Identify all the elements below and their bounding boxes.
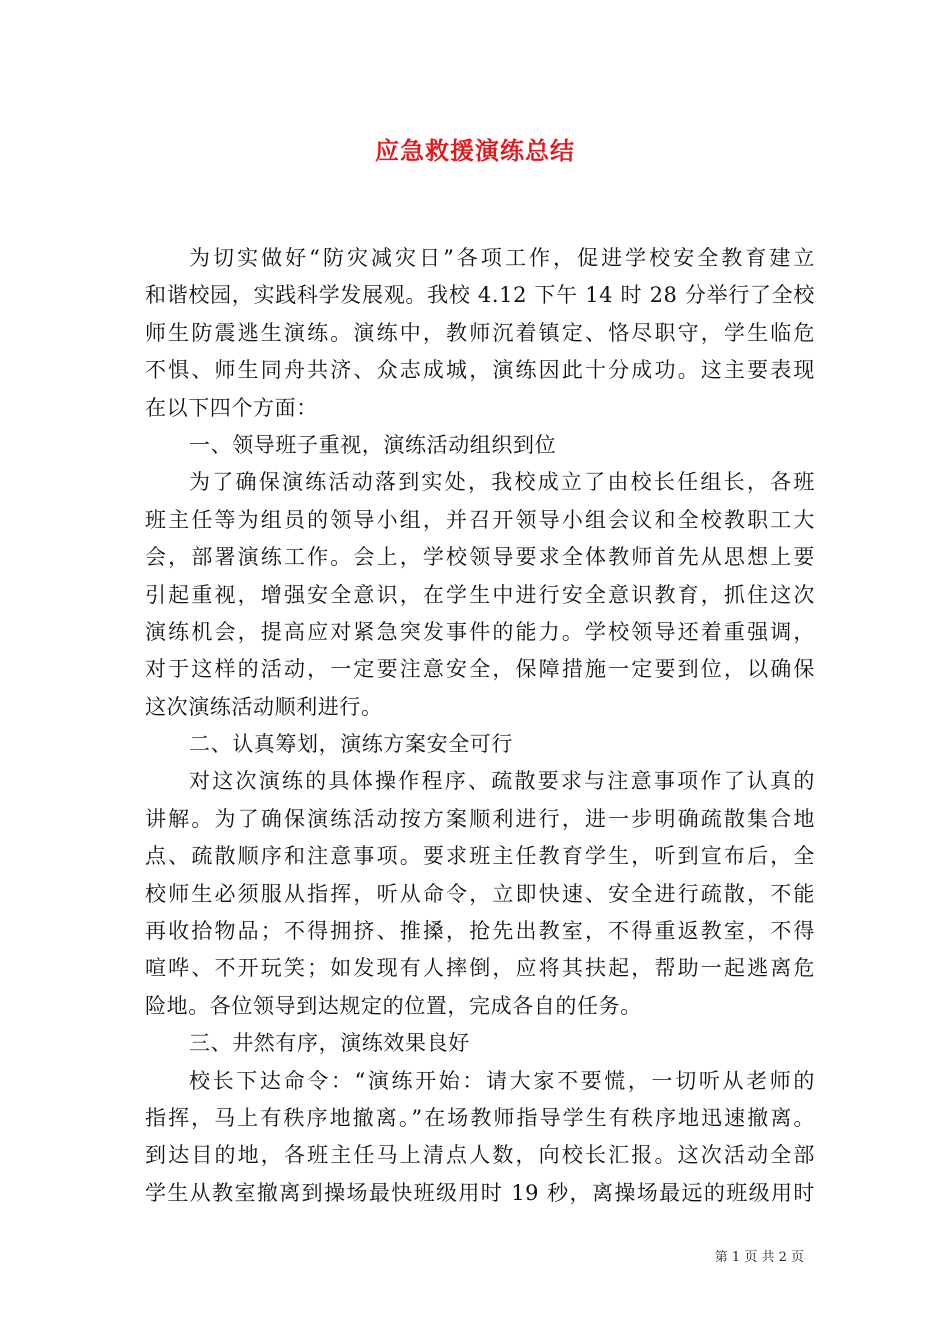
text-line: 在以下四个方面：	[145, 395, 318, 420]
text-line: 班主任等为组员的领导小组，并召开领导小组会议和全校教职工大	[145, 507, 815, 532]
text-line: 会，部署演练工作。会上，学校领导要求全体教师首先从思想上要	[145, 545, 815, 570]
text-line: 三、井然有序，演练效果良好	[189, 1031, 470, 1056]
document-body	[145, 240, 815, 1212]
text-line: 对这次演练的具体操作程序、疏散要求与注意事项作了认真的	[189, 769, 815, 794]
text-line: 师生防震逃生演练。演练中，教师沉着镇定、恪尽职守，学生临危	[145, 320, 815, 345]
text-line: 再收拾物品；不得拥挤、推搡，抢先出教室，不得重返教室，不得	[145, 919, 815, 944]
text-line: 校长下达命令：“演练开始：请大家不要慌，一切听从老师的	[189, 1068, 815, 1093]
text-line: 和谐校园，实践科学发展观。我校 4.12 下午 14 时 28 分举行了全校	[145, 283, 815, 308]
text-line: 不惧、师生同舟共济、众志成城，演练因此十分成功。这主要表现	[145, 358, 815, 383]
text-line: 二、认真筹划，演练方案安全可行	[189, 732, 513, 757]
text-line: 为了确保演练活动落到实处，我校成立了由校长任组长，各班	[189, 470, 815, 495]
text-line: 险地。各位领导到达规定的位置，完成各自的任务。	[145, 993, 642, 1018]
text-line: 点、疏散顺序和注意事项。要求班主任教育学生，听到宣布后，全	[145, 844, 815, 869]
text-line: 校师生必须服从指挥，听从命令，立即快速、安全进行疏散，不能	[145, 881, 815, 906]
text-line: 为切实做好“防灾减灾日”各项工作，促进学校安全教育建立	[189, 246, 815, 270]
page-title: 应急救援演练总结	[375, 136, 575, 165]
text-line: 喧哗、不开玩笑；如发现有人摔倒，应将其扶起，帮助一起逃离危	[145, 956, 815, 981]
text-line: 学生从教室撤离到操场最快班级用时 19 秒，离操场最远的班级用时	[145, 1180, 815, 1205]
text-line: 到达目的地，各班主任马上清点人数，向校长汇报。这次活动全部	[145, 1143, 815, 1168]
text-line: 一、领导班子重视，演练活动组织到位	[189, 432, 557, 457]
text-line: 演练机会，提高应对紧急突发事件的能力。学校领导还着重强调，	[145, 619, 815, 644]
text-line: 对于这样的活动，一定要注意安全，保障措施一定要到位，以确保	[145, 657, 815, 682]
text-line: 这次演练活动顺利进行。	[145, 694, 383, 719]
page-footer: 第 1 页 共 2 页	[714, 1250, 804, 1265]
text-line: 指挥，马上有秩序地撤离。”在场教师指导学生有秩序地迅速撤离。	[145, 1105, 815, 1130]
text-line: 引起重视，增强安全意识，在学生中进行安全意识教育，抓住这次	[145, 582, 815, 607]
text-line: 讲解。为了确保演练活动按方案顺利进行，进一步明确疏散集合地	[145, 806, 815, 831]
